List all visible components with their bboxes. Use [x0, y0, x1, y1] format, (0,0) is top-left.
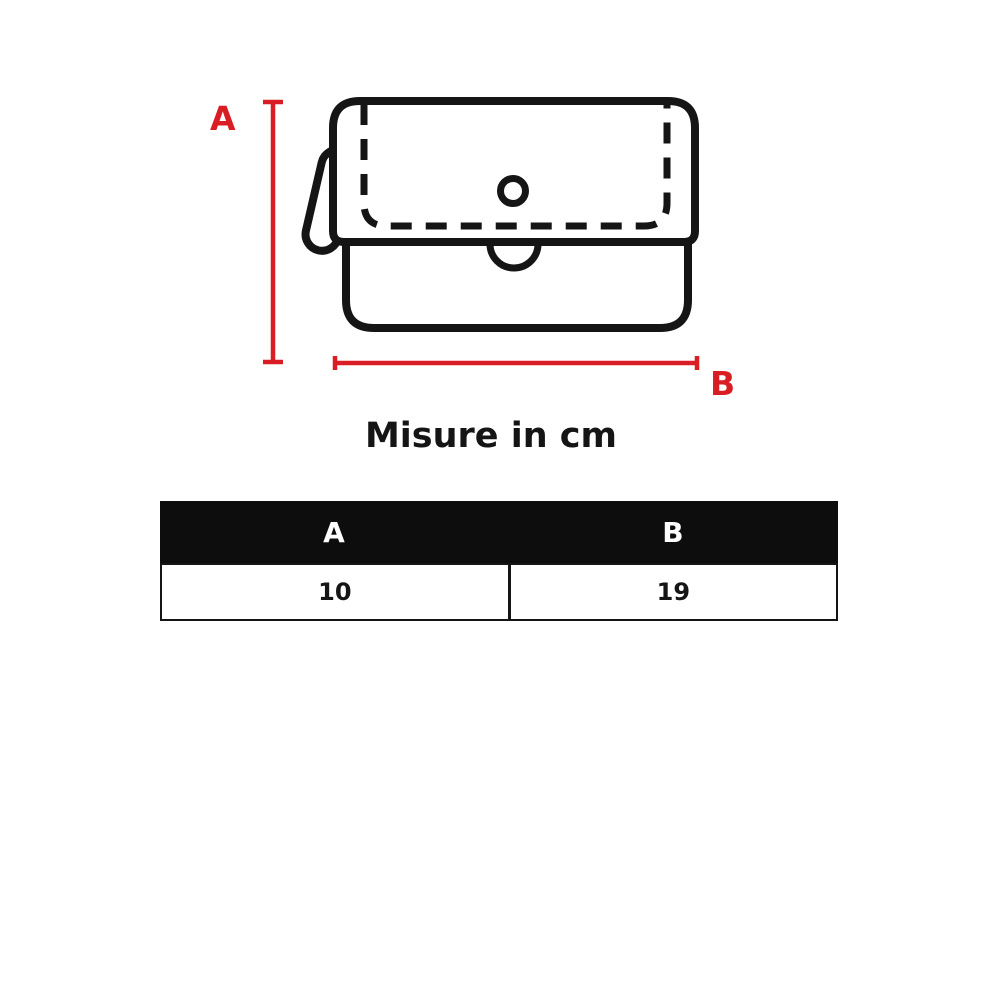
dimension-line-b	[335, 356, 697, 370]
table-header-a: A	[323, 515, 345, 549]
table-header-row	[160, 501, 838, 563]
table-value-b: 19	[508, 565, 836, 619]
bag-flap-outline	[333, 101, 695, 242]
dimension-label-b: B	[710, 364, 736, 403]
units-title: Misure in cm	[364, 416, 618, 456]
table-header-b: B	[662, 515, 684, 549]
dimension-line-a	[263, 102, 283, 362]
bag-body-outline	[346, 242, 688, 328]
table-value-a: 10	[318, 578, 352, 606]
dimension-label-a: A	[210, 99, 237, 138]
measurements-table	[160, 501, 838, 621]
table-row	[160, 563, 838, 621]
